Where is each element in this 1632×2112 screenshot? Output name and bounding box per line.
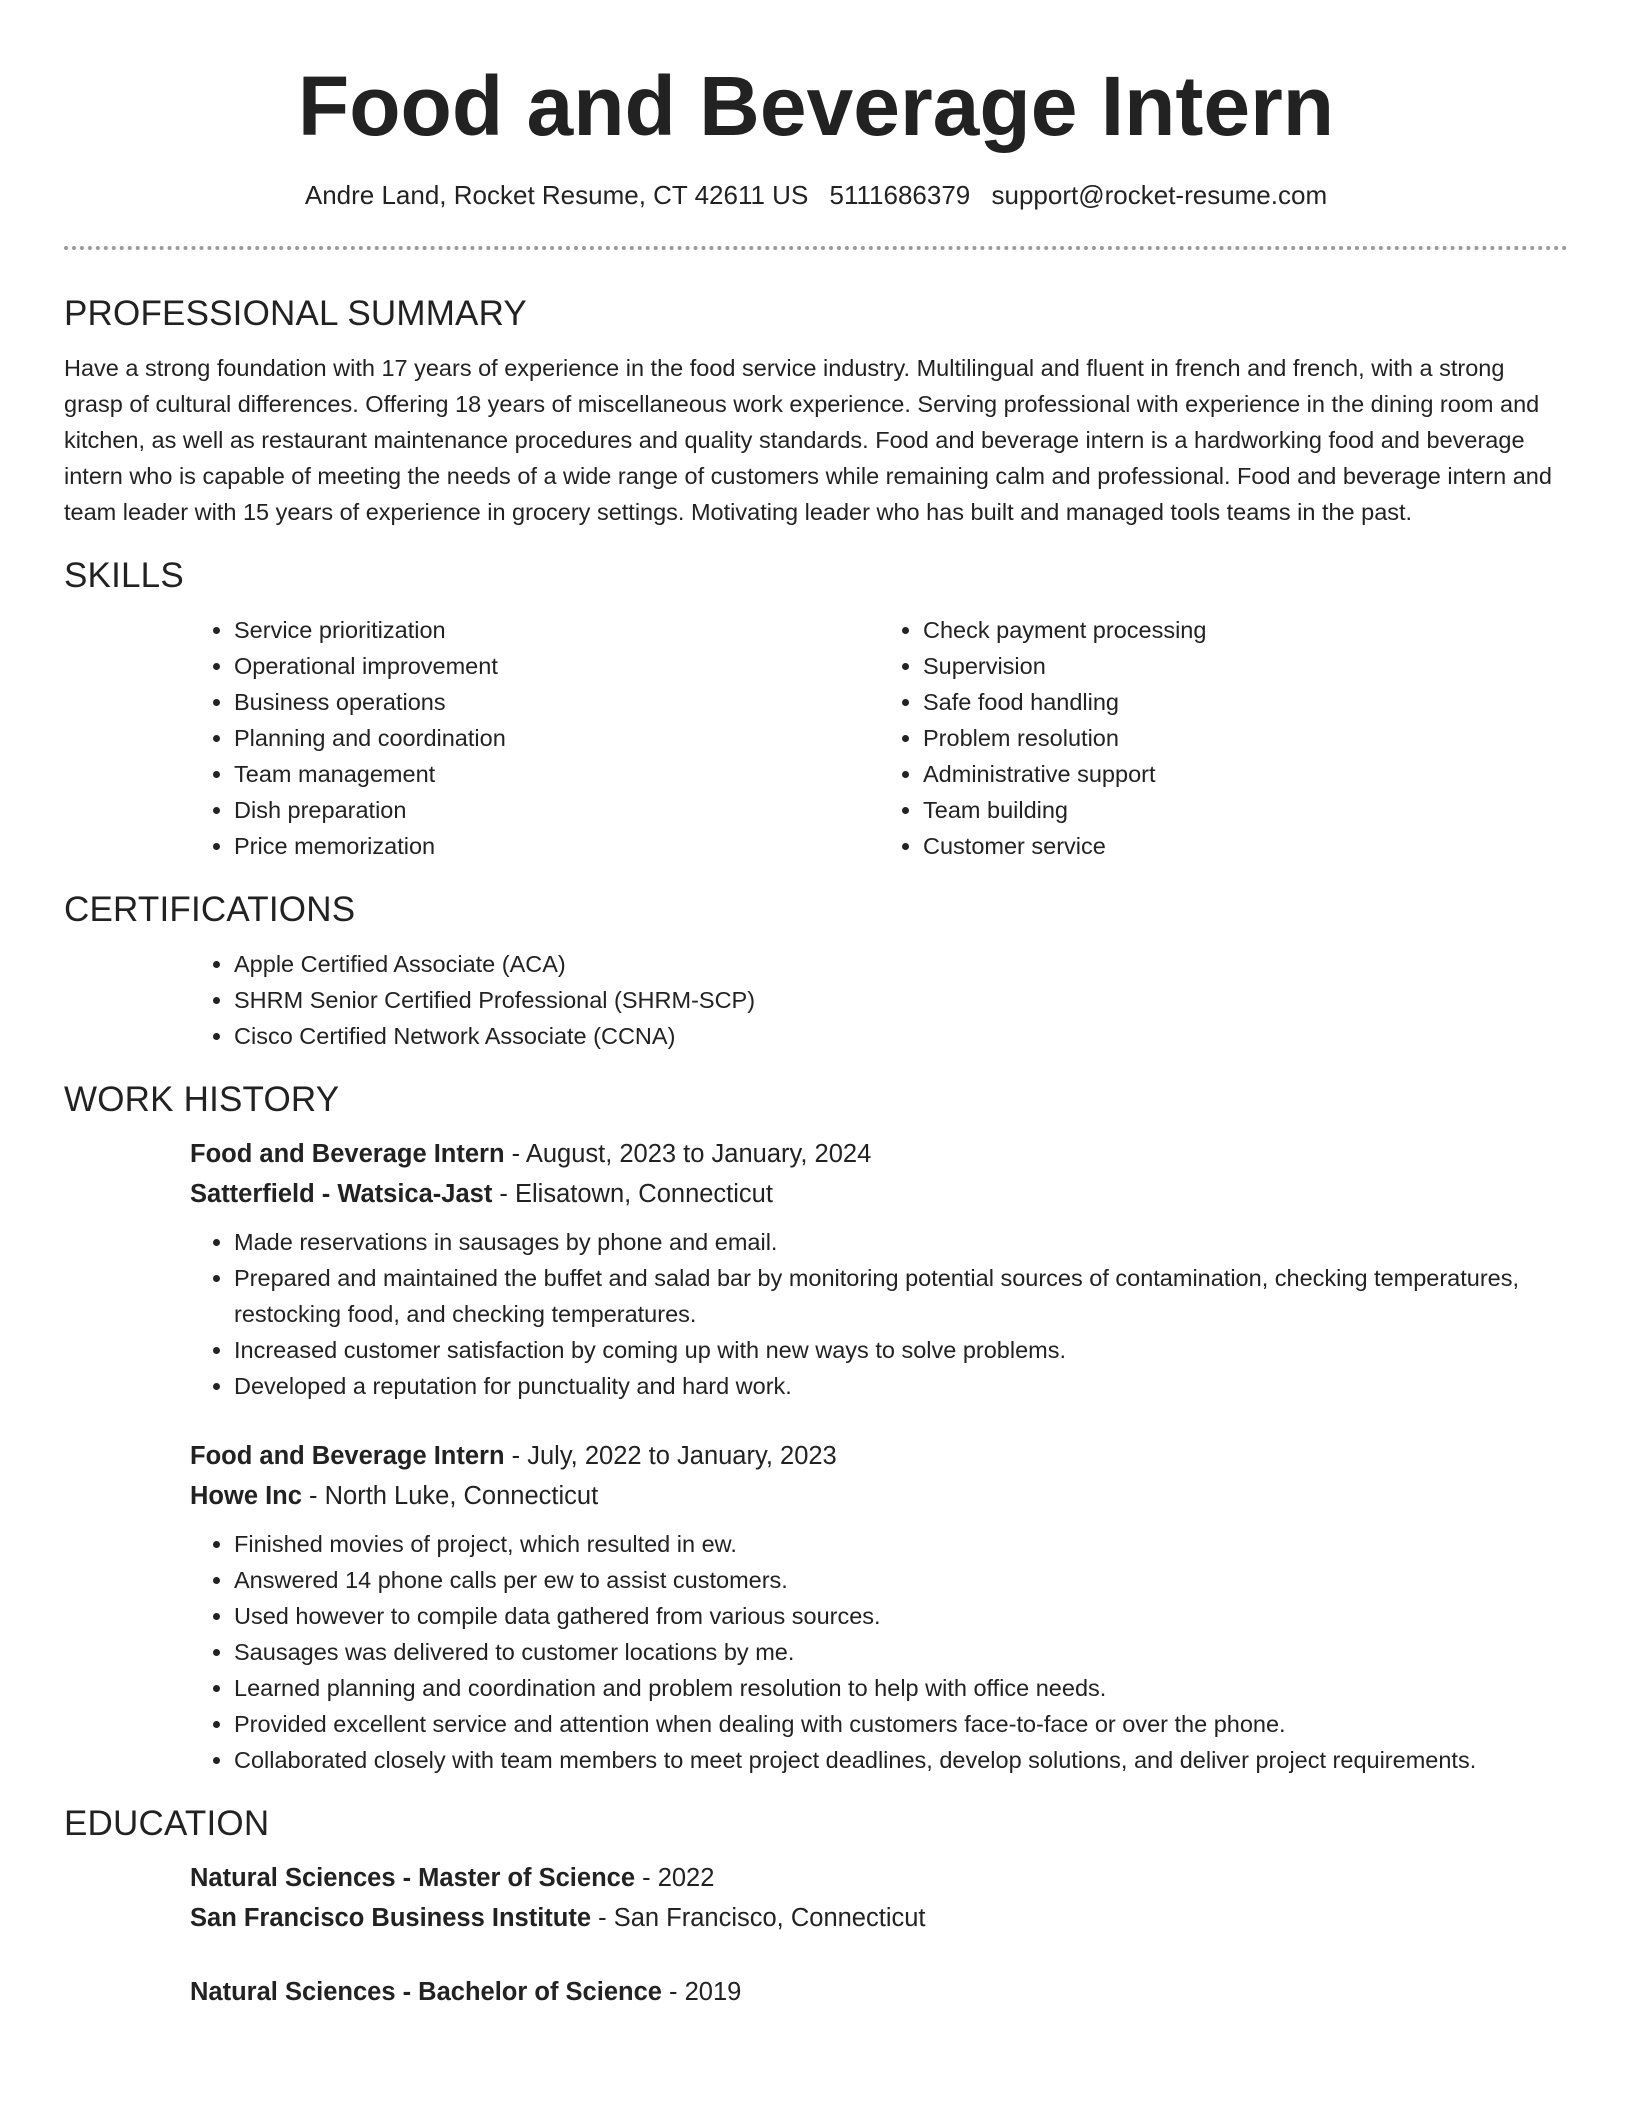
education-degree: Natural Sciences - Bachelor of Science [190,1978,662,2006]
skills-columns [190,612,1568,864]
education-year: - 2019 [661,1978,742,2006]
job-entry [190,1436,1568,1778]
job-dates: - August, 2023 to January, 2024 [504,1140,872,1168]
job-bullets [190,1526,1568,1778]
skill-item: • Check payment processing [923,612,1568,648]
skill-item: • Operational improvement [234,648,879,684]
resume-title: Food and Beverage Intern [297,59,1335,153]
education-entry [190,1972,1568,2012]
skill-item: • Safe food handling [923,684,1568,720]
skill-item: • Customer service [923,828,1568,864]
job-location: - Elisatown, Connecticut [492,1180,773,1208]
header-divider [64,246,1568,250]
skills-heading: SKILLS [64,556,184,595]
contact-email: support@rocket-resume.com [991,180,1328,210]
certification-item: • Apple Certified Associate (ACA) [234,946,1568,982]
certification-item: • SHRM Senior Certified Professional (SHRM-SCP) [234,982,1568,1018]
certifications-section [64,888,1568,1054]
certifications-heading: CERTIFICATIONS [64,890,356,929]
skill-item: • Team building [923,792,1568,828]
work-history-heading: WORK HISTORY [64,1080,340,1119]
skill-item: • Business operations [234,684,879,720]
job-title-line [190,1134,1568,1174]
skill-item: • Problem resolution [923,720,1568,756]
summary-text: Have a strong foundation with 17 years of experience in the food service industry. Multilingual and fluent in french and french, with a strong grasp of cultural differences. Offering 18 years of miscellaneous work experience. Serving professional with experience in the dining room and kitchen, as well as restaurant maintenance procedures and quality standards. Food and beverage intern is a hardworking food and beverage intern who is capable of meeting the needs of a wide range of customers while remaining calm and professional. Food and beverage intern and team leader with 15 years of experience in grocery settings. Motivating leader who has built and managed tools teams in the past. [64,355,1552,525]
job-company: Howe Inc [190,1482,302,1510]
job-bullet: • Developed a reputation for punctuality and hard work. [234,1368,1568,1404]
skill-item: • Service prioritization [234,612,879,648]
job-location: - North Luke, Connecticut [301,1482,599,1510]
job-bullets [190,1224,1568,1404]
summary-heading: PROFESSIONAL SUMMARY [64,294,527,333]
job-bullet: • Prepared and maintained the buffet and salad bar by monitoring potential sources of contamination, checking temperatures, restocking food, and checking temperatures. [234,1260,1568,1332]
job-bullet: • Increased customer satisfaction by coming up with new ways to solve problems. [234,1332,1568,1368]
skills-left-list [190,612,879,864]
skills-right-list [879,612,1568,864]
skill-item: • Administrative support [923,756,1568,792]
job-company-line [190,1476,1568,1516]
job-title-line [190,1436,1568,1476]
job-bullet: • Sausages was delivered to customer locations by me. [234,1634,1568,1670]
job-bullet: • Used however to compile data gathered from various sources. [234,1598,1568,1634]
job-title: Food and Beverage Intern [190,1442,505,1470]
certifications-body [190,946,1568,1054]
job-bullet: • Finished movies of project, which resulted in ew. [234,1526,1568,1562]
job-bullet: • Answered 14 phone calls per ew to assist customers. [234,1562,1568,1598]
job-company-line [190,1174,1568,1214]
job-bullet: • Learned planning and coordination and problem resolution to help with office needs. [234,1670,1568,1706]
education-section [64,1802,1568,2012]
education-heading: EDUCATION [64,1804,270,1843]
job-company: Satterfield - Watsica-Jast [190,1180,493,1208]
skill-item: • Price memorization [234,828,879,864]
skill-item: • Team management [234,756,879,792]
education-entry [190,1858,1568,1938]
education-school: San Francisco Business Institute [190,1904,592,1932]
job-dates: - July, 2022 to January, 2023 [504,1442,837,1470]
education-degree-line [190,1972,1568,2012]
certification-item: • Cisco Certified Network Associate (CCNA) [234,1018,1568,1054]
skills-section [64,554,1568,864]
education-degree-line [190,1858,1568,1898]
education-degree: Natural Sciences - Master of Science [190,1864,636,1892]
job-title: Food and Beverage Intern [190,1140,505,1168]
job-entry [190,1134,1568,1404]
education-year: - 2022 [635,1864,715,1892]
contact-line [0,178,1632,212]
summary-section [64,292,1568,530]
education-school-line [190,1898,1568,1938]
job-bullet: • Collaborated closely with team members to meet project deadlines, develop solutions, and deliver project requirements. [234,1742,1568,1778]
skill-item: • Supervision [923,648,1568,684]
contact-phone: 5111686379 [829,180,971,210]
job-bullet: • Provided excellent service and attention when dealing with customers face-to-face or over the phone. [234,1706,1568,1742]
education-location: - San Francisco, Connecticut [591,1904,926,1932]
skill-item: • Planning and coordination [234,720,879,756]
work-history-section [64,1078,1568,1778]
certifications-list [190,946,1568,1054]
job-bullet: • Made reservations in sausages by phone and email. [234,1224,1568,1260]
skill-item: • Dish preparation [234,792,879,828]
contact-address: Andre Land, Rocket Resume, CT 42611 US [304,180,809,210]
